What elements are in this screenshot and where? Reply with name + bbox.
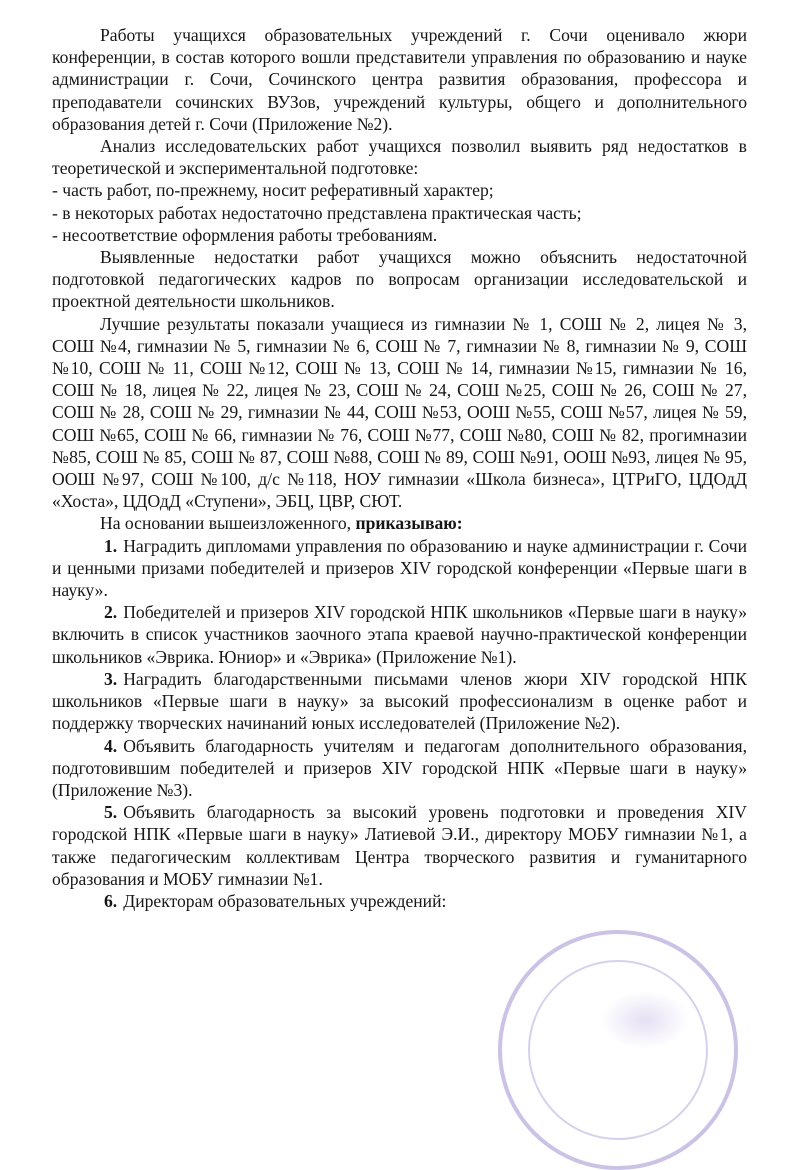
item-number: 5. [104,802,118,823]
item-number: 4. [104,735,118,756]
list-item: - часть работ, по-прежнему, носит реферативный характер; [52,180,494,201]
official-stamp [498,930,738,1170]
item-number: 2. [104,602,118,623]
list-item: - несоответствие оформления работы требованиям. [52,224,438,245]
order-keyword: приказываю: [355,513,463,534]
paragraph-order-lead [52,512,747,534]
item-text: Наградить благодарственными письмами членов жюри XIV городской НПК школьников «Первые шаги в науку» за высокий профессионализм в оценке работ и поддержку творческих начинаний юных исследователей (Приложение №2). [52,668,747,734]
item-number: 3. [104,668,118,689]
order-item-3 [52,668,747,735]
document-body [52,24,747,912]
item-text: Объявить благодарность учителям и педагогам дополнительного образования, подготовившим победителей и призеров XIV городской НПК «Первые шаги в науку» (Приложение №3). [52,735,747,800]
order-item-1 [52,535,747,602]
paragraph-analysis: Анализ исследовательских работ учащихся позволил выявить ряд недостатков в теоретической и экспериментальной подготовке: [52,136,747,179]
item-number: 1. [104,535,118,556]
order-item-4 [52,735,747,802]
paragraph-best-results: Лучшие результаты показали учащиеся из гимназии № 1, СОШ № 2, лицея № 3, СОШ №4, гимназии № 5, гимназии № 6, СОШ № 7, гимназии № 8, гимназии № 9, СОШ №10, СОШ № 11, СОШ №12, СОШ № 13, СОШ № 14, гимназии №15, гимназии № 16, СОШ № 18, лицея № 22, лицея № 23, СОШ № 24, СОШ №25, СОШ № 26, СОШ № 27, СОШ № 28, СОШ № 29, гимназии № 44, СОШ №53, ООШ №55, СОШ №57, лицея № 59, СОШ №65, СОШ № 66, гимназии № 76, СОШ №77, СОШ №80, СОШ № 82, прогимназии №85, СОШ № 85, СОШ № 87, СОШ №88, СОШ № 89, СОШ №91, ООШ №93, лицея № 95, ООШ №97, СОШ №100, д/с №118, НОУ гимназии «Школа бизнеса», ЦТРиГО, ЦДОдД «Хоста», ЦДОдД «Ступени», ЭБЦ, ЦВР, СЮТ. [52,313,747,512]
item-text: Победителей и призеров XIV городской НПК школьников «Первые шаги в науку» включить в список участников заочного этапа краевой научно-практической конференции школьников «Эврика. Юниор» и «Эврика» (Приложение №1). [52,602,747,667]
item-text: Директорам образовательных учреждений: [123,890,447,911]
item-text: Наградить дипломами управления по образованию и науке администрации г. Сочи и ценными призами победителей и призеров XIV городской конференции «Первые шаги в науку». [52,535,747,601]
list-item: - в некоторых работах недостаточно представлена практическая часть; [52,202,582,223]
item-number: 6. [104,890,118,911]
order-item-5 [52,801,747,890]
paragraph-jury: Работы учащихся образовательных учреждений г. Сочи оценивало жюри конференции, в состав которого вошли представители управления по образованию и науке администрации г. Сочи, Сочинского центра развития образования, профессора и преподаватели сочинских ВУЗов, учреждений культуры, общего и дополнительного образования детей г. Сочи (Приложение №2). [52,25,747,134]
order-item-6 [52,890,747,912]
paragraph-shortcomings: Выявленные недостатки работ учащихся можно объяснить недостаточной подготовкой педагогических кадров по вопросам организации исследовательской и проектной деятельности школьников. [52,247,747,312]
item-text: Объявить благодарность за высокий уровень подготовки и проведения XIV городской НПК «Первые шаги в науку» Латиевой Э.И., директору МОБУ гимназии №1, а также педагогическим коллективам Центра творческого развития и гуманитарного образования и МОБУ гимназии №1. [52,802,747,889]
order-lead-text: На основании вышеизложенного, [100,513,352,534]
stamp-ink [600,990,690,1050]
order-item-2 [52,601,747,668]
